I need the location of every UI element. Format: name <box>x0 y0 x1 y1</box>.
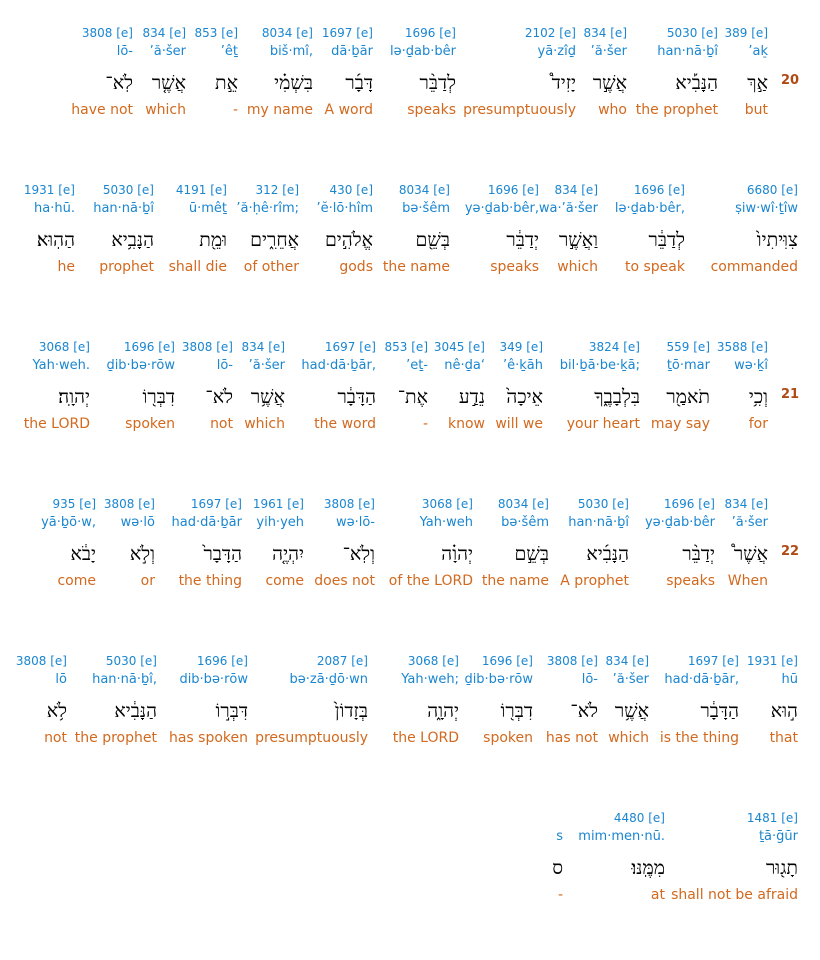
word-block <box>615 182 685 277</box>
hebrew-word: אֱלֹהִ֣ים <box>324 229 373 251</box>
english-gloss: A prophet <box>560 573 629 589</box>
english-gloss: A word <box>324 102 373 118</box>
transliteration: yə·ḏab·bêr <box>644 515 715 530</box>
transliteration: bə·zā·ḏō·wn <box>289 672 368 687</box>
word-block <box>169 653 248 748</box>
word-block <box>464 653 533 748</box>
strongs-number-link[interactable]: 3808 [e] <box>103 497 155 511</box>
hebrew-word: בִּשְׁמִ֗י <box>274 72 313 94</box>
hebrew-word: לֹֽא־ <box>105 72 133 94</box>
strongs-number-link[interactable]: 2102 [e] <box>524 26 576 40</box>
transliteration: lə·ḏab·bêr <box>390 44 456 59</box>
transliteration: mim·men·nū. <box>578 829 665 844</box>
strongs-number-link[interactable]: 3068 [e] <box>421 497 473 511</box>
verse-row <box>0 339 820 489</box>
english-gloss: or <box>140 573 155 589</box>
transliteration: had·dā·ḇār, <box>301 358 376 373</box>
hebrew-word: הַנָּבִ֡יא <box>675 72 718 94</box>
word-block <box>711 182 798 277</box>
strongs-number-link[interactable]: 834 [e] <box>241 340 285 354</box>
hebrew-word: ס <box>552 857 563 879</box>
strongs-number-link[interactable]: 3045 [e] <box>433 340 485 354</box>
hebrew-word: יְהוָ֑ה <box>427 700 459 722</box>
word-block <box>671 810 798 905</box>
word-block <box>253 496 304 591</box>
english-gloss: speaks <box>407 102 456 118</box>
strongs-number-link[interactable]: 1696 [e] <box>487 183 539 197</box>
hebrew-word: תָג֖וּר <box>765 857 798 879</box>
hebrew-word: יִהְיֶ֤ה <box>272 543 304 565</box>
strongs-number-link[interactable]: 853 [e] <box>384 340 428 354</box>
transliteration: lə·ḏab·bêr, <box>614 201 685 216</box>
transliteration: yā·zîḏ <box>537 44 576 59</box>
hebrew-word: יְדַבֵּ֔ר <box>506 229 539 251</box>
transliteration: wə·lō <box>120 515 155 530</box>
strongs-number-link[interactable]: 1696 [e] <box>633 183 685 197</box>
english-gloss: at <box>650 887 665 903</box>
transliteration: ’ak̠ <box>748 44 768 59</box>
transliteration: lō <box>55 672 67 687</box>
hebrew-word: נֵדַ֣ע <box>458 386 485 408</box>
strongs-number-link[interactable]: 349 [e] <box>499 340 543 354</box>
transliteration: ’ă·šer <box>612 672 649 687</box>
hebrew-word: לֹא־ <box>205 386 233 408</box>
hebrew-word: צִוִּיתִיו֙ <box>756 229 798 251</box>
transliteration: lō- <box>116 44 133 59</box>
word-block <box>552 810 563 905</box>
hebrew-word: יְהוָ֗ה <box>441 543 473 565</box>
word-block <box>75 653 157 748</box>
english-gloss: know <box>448 416 485 432</box>
strongs-number-link[interactable]: 8034 [e] <box>497 497 549 511</box>
hebrew-word: בִּלְבָבֶ֑ךָ <box>594 386 640 408</box>
hebrew-word: לֹא־ <box>570 700 598 722</box>
verse-row <box>0 653 820 803</box>
word-block <box>301 339 376 434</box>
transliteration: wa·’ă·šer <box>538 201 598 216</box>
english-gloss: of other <box>243 259 299 275</box>
hebrew-word: וְלֹֽא־ <box>342 543 375 565</box>
word-block <box>171 496 242 591</box>
word-block <box>169 182 227 277</box>
strongs-number-link[interactable]: 312 [e] <box>255 183 299 197</box>
hebrew-word: וַאֲשֶׁ֣ר <box>558 229 598 251</box>
hebrew-word: וּמֵ֖ת <box>199 229 227 251</box>
english-gloss: will we <box>495 416 543 432</box>
hebrew-word: מִמֶּֽנּוּ׃ <box>631 857 665 879</box>
hebrew-word: תֹאמַ֖ר <box>666 386 710 408</box>
hebrew-word: הַנָּבִ֔יא <box>114 700 157 722</box>
transliteration: ’eṯ- <box>406 358 428 373</box>
english-gloss: he <box>57 259 75 275</box>
word-block <box>465 182 539 277</box>
word-block <box>393 653 459 748</box>
english-gloss: your heart <box>566 416 640 432</box>
word-block <box>482 496 549 591</box>
strongs-number-link[interactable]: 1697 [e] <box>324 340 376 354</box>
transliteration: Yah·weh; <box>401 672 459 687</box>
hebrew-word: וְכִ֥י <box>748 386 768 408</box>
hebrew-word: אֶת־ <box>397 386 428 408</box>
english-gloss: has not <box>545 730 598 746</box>
transliteration: ḏib·bə·rōw <box>464 672 533 687</box>
word-block <box>385 339 428 434</box>
transliteration: ’ă·šer <box>248 358 285 373</box>
word-block <box>539 182 598 277</box>
english-gloss: shall die <box>168 259 227 275</box>
strongs-number-link[interactable]: 4191 [e] <box>175 183 227 197</box>
english-gloss: - <box>422 416 428 432</box>
english-gloss: the name <box>382 259 450 275</box>
hebrew-word: לֹ֥א <box>46 700 67 722</box>
hebrew-word: בְּזָדוֹן֙ <box>334 700 368 722</box>
transliteration: ’ă·šer <box>590 44 627 59</box>
english-gloss: the LORD <box>23 416 90 432</box>
transliteration: dib·bə·rōw <box>179 672 248 687</box>
strongs-number-link[interactable]: 8034 [e] <box>261 26 313 40</box>
transliteration: han·nā·ḇî <box>568 515 629 530</box>
hebrew-word: אֲשֶׁ֤ר <box>151 72 186 94</box>
transliteration: yā·ḇō·w, <box>41 515 96 530</box>
transliteration: han·nā·ḇî <box>657 44 718 59</box>
word-block <box>41 496 96 591</box>
strongs-number-link[interactable]: 5030 [e] <box>577 497 629 511</box>
word-block <box>143 25 186 120</box>
transliteration: ’êṯ <box>220 44 238 59</box>
english-gloss: who <box>598 102 627 118</box>
verse-row <box>0 810 820 960</box>
hebrew-word: אֲשֶׁר֩ <box>733 543 768 565</box>
hebrew-word: הַנָּבִ֥יא <box>111 229 154 251</box>
transliteration: wə·lō- <box>335 515 375 530</box>
strongs-number-link[interactable]: 3588 [e] <box>716 340 768 354</box>
word-block <box>247 25 313 120</box>
hebrew-word: יְהוָֽה׃ <box>58 386 90 408</box>
english-gloss: to speak <box>625 259 685 275</box>
hebrew-word: הַדָּבָר֙ <box>203 543 242 565</box>
english-gloss: the prophet <box>74 730 157 746</box>
word-block <box>383 182 450 277</box>
strongs-number-link[interactable]: 2087 [e] <box>316 654 368 668</box>
strongs-number-link[interactable]: 853 [e] <box>194 26 238 40</box>
transliteration: yə·ḏab·bêr, <box>464 201 539 216</box>
english-gloss: not <box>210 416 233 432</box>
hebrew-word: וְלֹ֣א <box>129 543 155 565</box>
english-gloss: - <box>557 887 563 903</box>
hebrew-word: הַדָּבָ֔ר <box>700 700 739 722</box>
strongs-number-link[interactable]: 8034 [e] <box>398 183 450 197</box>
transliteration: had·dā·ḇār, <box>664 672 739 687</box>
word-block <box>195 25 238 120</box>
hebrew-word: לְדַבֵּ֨ר <box>419 72 456 94</box>
transliteration: dā·ḇār <box>331 44 373 59</box>
strongs-number-link[interactable]: 3808 [e] <box>323 497 375 511</box>
word-block <box>578 810 665 905</box>
word-block <box>24 182 75 277</box>
hebrew-word: אַ֣ךְ <box>747 72 768 94</box>
hebrew-word: בְּשֵׁ֣ם <box>514 543 549 565</box>
strongs-number-link[interactable]: 5030 [e] <box>666 26 718 40</box>
word-block <box>636 25 718 120</box>
word-block <box>725 25 768 120</box>
word-block <box>242 339 285 434</box>
strongs-number-link[interactable]: 1481 [e] <box>746 811 798 825</box>
transliteration: ṯō·mar <box>666 358 710 373</box>
english-gloss: but <box>744 102 768 118</box>
hebrew-word: הַנָּבִ֜יא <box>586 543 629 565</box>
verse-number: 20 <box>781 73 800 88</box>
word-block <box>389 496 473 591</box>
strongs-number-link[interactable]: 834 [e] <box>724 497 768 511</box>
hebrew-word: דִבְּר֖וֹ <box>500 700 533 722</box>
hebrew-word: יָזִיד֩ <box>551 72 576 94</box>
transliteration: bə·šêm <box>501 515 549 530</box>
transliteration: had·dā·ḇār <box>171 515 242 530</box>
strongs-number-link[interactable]: 389 [e] <box>724 26 768 40</box>
word-block <box>16 653 67 748</box>
strongs-number-link[interactable]: 1961 [e] <box>252 497 304 511</box>
english-gloss: which <box>557 259 598 275</box>
transliteration: bil·ḇā·be·ḵā; <box>559 358 640 373</box>
word-block <box>495 339 543 434</box>
verse-row <box>0 496 820 646</box>
hebrew-word: אֲשֶׁ֥ר <box>250 386 285 408</box>
strongs-number-link[interactable]: 935 [e] <box>52 497 96 511</box>
word-block <box>560 496 629 591</box>
word-block <box>104 496 155 591</box>
transliteration: yih·yeh <box>256 515 304 530</box>
word-block <box>584 25 627 120</box>
verse-number: 21 <box>781 387 800 402</box>
english-gloss: which <box>244 416 285 432</box>
transliteration: han·nā·ḇî, <box>92 672 157 687</box>
strongs-number-link[interactable]: 5030 [e] <box>102 183 154 197</box>
transliteration: ṣiw·wî·ṯîw <box>735 201 798 216</box>
word-block <box>322 25 373 120</box>
transliteration: ’ă·ḥê·rîm; <box>236 201 299 216</box>
english-gloss: spoken <box>125 416 175 432</box>
transliteration: ’ê·ḵāh <box>503 358 543 373</box>
english-gloss: which <box>608 730 649 746</box>
english-gloss: speaks <box>490 259 539 275</box>
transliteration: ṯā·ḡūr <box>758 829 798 844</box>
strongs-number-link[interactable]: 1697 [e] <box>687 654 739 668</box>
strongs-number-link[interactable]: 5030 [e] <box>105 654 157 668</box>
strongs-number-link[interactable]: 834 [e] <box>554 183 598 197</box>
hebrew-word: ה֣וּא <box>770 700 798 722</box>
english-gloss: for <box>748 416 768 432</box>
word-block <box>71 25 133 120</box>
word-block <box>725 496 768 591</box>
strongs-number-link[interactable]: 1696 [e] <box>123 340 175 354</box>
hebrew-word: אֲחֵרִ֑ים <box>250 229 299 251</box>
word-block <box>645 496 715 591</box>
word-block <box>560 339 640 434</box>
transliteration: ’ă·šer <box>149 44 186 59</box>
word-block <box>747 653 798 748</box>
english-gloss: not <box>44 730 67 746</box>
english-gloss: the thing <box>178 573 242 589</box>
transliteration: biš·mî, <box>269 44 313 59</box>
strongs-number-link[interactable]: 3808 [e] <box>181 340 233 354</box>
strongs-number-link[interactable]: 1696 [e] <box>481 654 533 668</box>
english-gloss: come <box>265 573 304 589</box>
hebrew-word: הַדָּבָ֔ר <box>337 386 376 408</box>
english-gloss: the prophet <box>635 102 718 118</box>
strongs-number-link[interactable]: 834 [e] <box>142 26 186 40</box>
strongs-number-link[interactable]: 834 [e] <box>605 654 649 668</box>
word-block <box>93 182 154 277</box>
english-gloss: the word <box>314 416 376 432</box>
strongs-number-link[interactable]: 1931 [e] <box>23 183 75 197</box>
strongs-number-link[interactable]: 3808 [e] <box>81 26 133 40</box>
english-gloss: gods <box>339 259 373 275</box>
strongs-number-link[interactable]: 430 [e] <box>329 183 373 197</box>
transliteration: bə·šêm <box>402 201 450 216</box>
english-gloss: spoken <box>483 730 533 746</box>
transliteration: Yah·weh <box>419 515 473 530</box>
hebrew-word: יְדַבֵּ֨ר <box>682 543 715 565</box>
hebrew-word: לְדַבֵּ֔ר <box>648 229 685 251</box>
transliteration: lō- <box>581 672 598 687</box>
word-block <box>434 339 485 434</box>
english-gloss: my name <box>246 102 313 118</box>
english-gloss: may say <box>650 416 710 432</box>
verse-number: 22 <box>781 544 800 559</box>
word-block <box>317 182 373 277</box>
strongs-number-link[interactable]: 559 [e] <box>666 340 710 354</box>
transliteration: Yah·weh. <box>32 358 90 373</box>
hebrew-word: אֲשֶׁ֥ר <box>614 700 649 722</box>
word-block <box>463 25 576 120</box>
english-gloss: When <box>727 573 768 589</box>
transliteration: wə·ḵî <box>734 358 768 373</box>
strongs-number-link[interactable]: 1696 [e] <box>404 26 456 40</box>
hebrew-word: דִבְּר֖וֹ <box>142 386 175 408</box>
transliteration: lō- <box>216 358 233 373</box>
verse-row <box>0 25 820 175</box>
strongs-number-link[interactable]: 3068 [e] <box>38 340 90 354</box>
hebrew-word: יָבֹ֔א <box>70 543 96 565</box>
word-block <box>106 339 175 434</box>
strongs-number-link[interactable]: 6680 [e] <box>746 183 798 197</box>
hebrew-word: אֲשֶׁ֣ר <box>592 72 627 94</box>
english-gloss: shall not be afraid <box>671 887 798 903</box>
strongs-number-link[interactable]: 4480 [e] <box>613 811 665 825</box>
transliteration: ha·hū. <box>34 201 75 216</box>
strongs-number-link[interactable]: 1696 [e] <box>196 654 248 668</box>
hebrew-word: בְּשֵׁ֖ם <box>415 229 450 251</box>
english-gloss: that <box>769 730 798 746</box>
hebrew-word: הַהֽוּא׃ <box>36 229 75 251</box>
transliteration: hū <box>781 672 798 687</box>
word-block <box>606 653 649 748</box>
hebrew-word: דָּבָ֜ר <box>345 72 373 94</box>
english-gloss: the name <box>481 573 549 589</box>
transliteration: han·nā·ḇî <box>93 201 154 216</box>
strongs-number-link[interactable]: 1696 [e] <box>663 497 715 511</box>
verse-row <box>0 182 820 332</box>
strongs-number-link[interactable]: 3808 [e] <box>546 654 598 668</box>
strongs-number-link[interactable]: 1697 [e] <box>190 497 242 511</box>
english-gloss: is the thing <box>659 730 739 746</box>
strongs-number-link[interactable]: 1697 [e] <box>321 26 373 40</box>
word-block <box>314 496 375 591</box>
transliteration: s <box>556 829 563 844</box>
english-gloss: has spoken <box>168 730 248 746</box>
word-block <box>182 339 233 434</box>
english-gloss: of the LORD <box>388 573 473 589</box>
word-block <box>255 653 368 748</box>
word-block <box>651 339 710 434</box>
english-gloss: does not <box>314 573 375 589</box>
strongs-number-link[interactable]: 834 [e] <box>583 26 627 40</box>
english-gloss: presumptuously <box>255 730 368 746</box>
english-gloss: prophet <box>99 259 154 275</box>
word-block <box>236 182 299 277</box>
hebrew-word: אֵ֣ת <box>215 72 238 94</box>
transliteration: ū·mêṯ <box>188 201 227 216</box>
transliteration: nê·ḏa‘ <box>444 358 485 373</box>
english-gloss: come <box>57 573 96 589</box>
english-gloss: which <box>145 102 186 118</box>
word-block <box>24 339 90 434</box>
english-gloss: presumptuously <box>463 102 576 118</box>
english-gloss: commanded <box>710 259 798 275</box>
strongs-number-link[interactable]: 3068 [e] <box>407 654 459 668</box>
word-block <box>390 25 456 120</box>
hebrew-word: דִּבְּר֣וֹ <box>215 700 248 722</box>
english-gloss: speaks <box>666 573 715 589</box>
strongs-number-link[interactable]: 3808 [e] <box>15 654 67 668</box>
english-gloss: the LORD <box>392 730 459 746</box>
strongs-number-link[interactable]: 3824 [e] <box>588 340 640 354</box>
transliteration: ’ă·šer <box>731 515 768 530</box>
english-gloss: have not <box>71 102 133 118</box>
transliteration: ’ĕ·lō·hîm <box>316 201 373 216</box>
word-block <box>546 653 598 748</box>
hebrew-word: אֵיכָה֙ <box>506 386 543 408</box>
english-gloss: - <box>232 102 238 118</box>
transliteration: ḏib·bə·rōw <box>106 358 175 373</box>
word-block <box>660 653 739 748</box>
word-block <box>717 339 768 434</box>
strongs-number-link[interactable]: 1931 [e] <box>746 654 798 668</box>
